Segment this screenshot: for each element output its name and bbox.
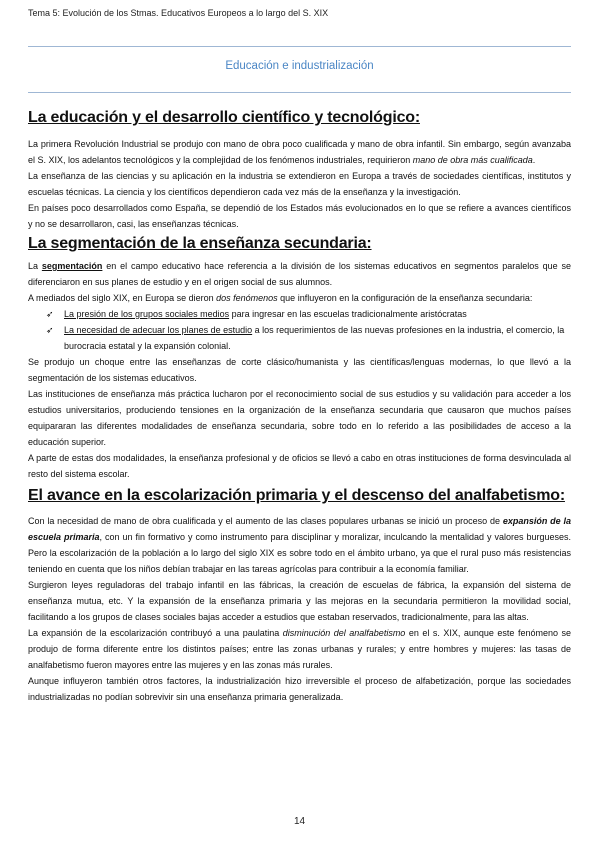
- paragraph: Las instituciones de enseñanza más práctica lucharon por el reconocimiento social de sus estudios y su validación para acceder a los estudios universitarios, produciendo tensiones en la organización de la enseñanza secundaria que causaron que muchos países equipararan las diferentes modalidades de enseñanza secundaria, sobre todo en lo referido a las posibilidades de acceso a la educación superior.: [28, 389, 571, 447]
- paragraph: Surgieron leyes reguladoras del trabajo infantil en las fábricas, la creación de escuelas de fábrica, la expansión del sistema de enseñanza mutua, etc. Y la expansión de la enseñanza primaria y las mejoras en la secundaria permitieron la movilidad social, facilitando a los grupos de clases sociales bajas acceder a estudios que estaban reservados, tradicionalmente, para las altas.: [28, 580, 571, 622]
- emphasis-text: expansión de la escuela primaria: [28, 516, 572, 542]
- arrow-bullet-icon: ➶: [46, 325, 54, 335]
- emphasis-text: mano de obra más cualificada: [412, 155, 533, 165]
- section-heading-secondary: La segmentación de la enseñanza secundaria:: [28, 235, 372, 252]
- list-item: [28, 306, 571, 322]
- text-run: , con un fin formativo y como instrumento para disciplinar y moralizar, inculcando la mentalidad y valores burgueses. Pero la escolarización de la población a lo largo del siglo XIX es sobre todo en el ámbito urbano, ya que el rural puso más resistencias teniendo en cuenta que los niños debían trabajar en las tareas agrícolas para contribuir a la economía familiar.: [28, 532, 571, 574]
- main-content: [28, 106, 571, 705]
- text-run: .: [532, 155, 536, 165]
- text-run: Con la necesidad de mano de obra cualificada y el aumento de las clases populares urbanas se inició un proceso de: [28, 516, 503, 526]
- paragraph: Aunque influyeron también otros factores, la industrialización hizo irreversible el proceso de alfabetización, porque las sociedades industrializadas no podían sobrevivir sin una enseñanza primaria generalizada.: [28, 676, 571, 702]
- underlined-text: La presión de los grupos sociales medios: [64, 309, 230, 319]
- paragraph: [28, 136, 571, 168]
- text-run: para ingresar en las escuelas tradicionalmente aristócratas: [229, 309, 467, 319]
- paragraph: Se produjo un choque entre las enseñanzas de corte clásico/humanista y las científicas/lenguas modernas, lo que llevó a la segmentación de los sistemas educativos.: [28, 357, 571, 383]
- emphasis-text: dos fenómenos: [216, 293, 278, 303]
- text-run: en el campo educativo hace referencia a la división de los sistemas educativos en segmentos paralelos que se diferenciaron en sus planes de estudio y en el origen social de sus alumnos.: [28, 261, 571, 287]
- paragraph: En países poco desarrollados como España, se dependió de los Estados más evolucionados en lo que se refiere a avances científicos y no se desarrollaron, casi, las enseñanzas técnicas.: [28, 203, 571, 229]
- bullet-list: [28, 306, 571, 354]
- chapter-title: Educación e industrialización: [225, 60, 374, 72]
- section-heading-primary: El avance en la escolarización primaria y el descenso del analfabetismo:: [28, 487, 565, 504]
- paragraph: [28, 625, 571, 673]
- paragraph: La enseñanza de las ciencias y su aplicación en la industria se extendieron en Europa a través de sociedades científicas, institutos y escuelas técnicas. La ciencia y los científicos dependieron cada vez más de la enseñanza y la investigación.: [28, 171, 571, 197]
- text-run: que influyeron en la configuración de la enseñanza secundaria:: [277, 293, 533, 303]
- bold-underlined-term: segmentación: [41, 261, 103, 271]
- text-run: La: [28, 261, 42, 271]
- text-run: La expansión de la escolarización contribuyó a una paulatina: [28, 628, 283, 638]
- running-header: Tema 5: Evolución de los Stmas. Educativos Europeos a lo largo del S. XIX: [28, 8, 329, 18]
- paragraph: [28, 258, 571, 290]
- header-rule-bottom: [28, 92, 571, 93]
- underlined-text: La necesidad de adecuar los planes de estudio: [64, 325, 253, 335]
- page-number: 14: [293, 816, 306, 827]
- paragraph: [28, 290, 571, 306]
- text-run: A mediados del siglo XIX, en Europa se dieron: [28, 293, 217, 303]
- header-rule-top: [28, 46, 571, 47]
- emphasis-text: disminución del analfabetismo: [282, 628, 406, 638]
- text-run: a los requerimientos de las nuevas profesiones en la industria, el comercio, la burocracia estatal y la expansión colonial.: [64, 325, 565, 351]
- paragraph: [28, 513, 571, 577]
- paragraph: A parte de estas dos modalidades, la enseñanza profesional y de oficios se llevó a cabo en otras instituciones de forma desvinculada al resto del sistema escolar.: [28, 453, 571, 479]
- arrow-bullet-icon: ➶: [46, 309, 54, 319]
- text-run: en el s. XIX, aunque este fenómeno se produjo de forma diferente entre los distintos países; entre las zonas urbanas y rurales; y entre hombres y mujeres: las tasas de analfabetismo fueron mayores entre las mujeres y en las zonas más rurales.: [28, 628, 571, 670]
- text-run: La primera Revolución Industrial se produjo con mano de obra poco cualificada y mano de obra infantil. Sin embargo, según avanzaba el S. XIX, los adelantos tecnológicos y la complejidad de los fenómenos industriales, requirieron: [28, 139, 571, 165]
- list-item: [28, 322, 571, 354]
- section-heading-science: La educación y el desarrollo científico y tecnológico:: [28, 109, 420, 126]
